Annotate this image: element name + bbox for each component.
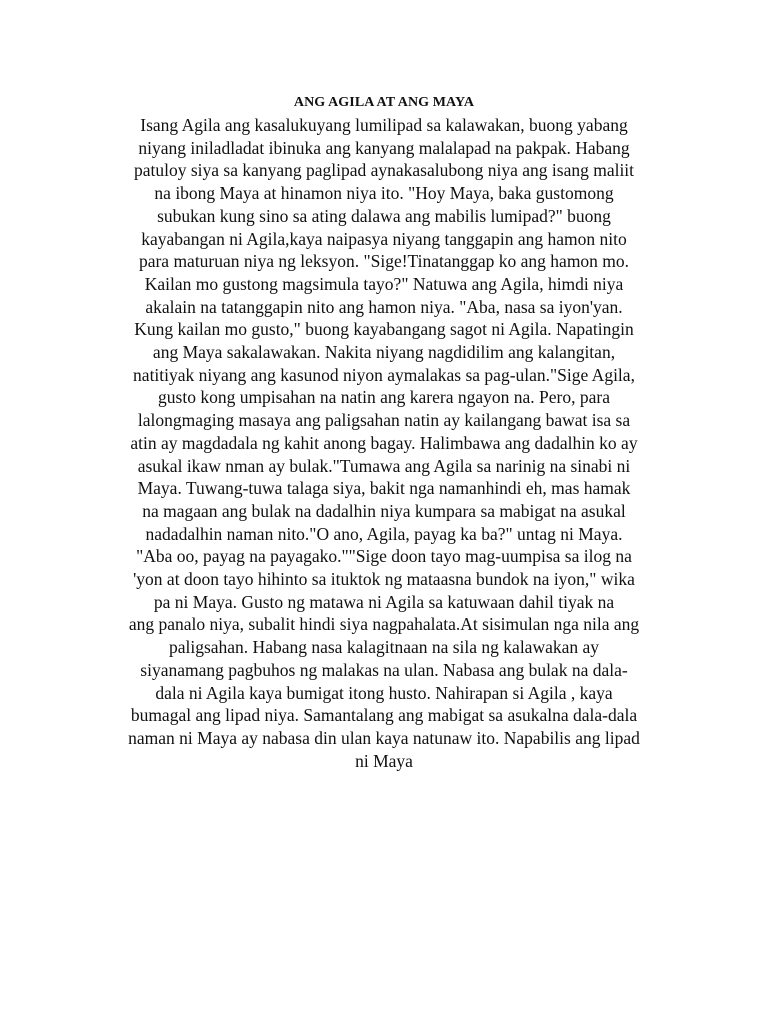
story-line: niyang iniladladat ibinuka ang kanyang malalapad na pakpak. Habang <box>138 137 630 158</box>
story-line: 'yon at doon tayo hihinto sa ituktok ng mataasna bundok na iyon," wika <box>133 569 635 590</box>
story-line: Kung kailan mo gusto," buong kayabangang sagot ni Agila. Napatingin <box>134 319 634 340</box>
story-text <box>88 114 680 772</box>
story-line: ni Maya <box>355 750 413 771</box>
story-line: dala ni Agila kaya bumigat itong husto. Nahirapan si Agila , kaya <box>155 682 613 703</box>
story-line: na ibong Maya at hinamon niya ito. "Hoy Maya, baka gustomong <box>154 183 614 204</box>
story-line: para maturuan niya ng leksyon. "Sige!Tinatanggap ko ang hamon mo. <box>138 251 630 272</box>
story-line: siyanamang pagbuhos ng malakas na ulan. Nabasa ang bulak na dala- <box>140 659 628 680</box>
story-line: atin ay magdadala ng kahit anong bagay. Halimbawa ang dadalhin ko ay <box>130 432 638 453</box>
story-line: Kailan mo gustong magsimula tayo?" Natuwa ang Agila, himdi niya <box>144 273 624 294</box>
story-line: Maya. Tuwang-tuwa talaga siya, bakit nga namanhindi eh, mas hamak <box>137 478 631 499</box>
story-line: subukan kung sino sa ating dalawa ang mabilis lumipad?" buong <box>157 205 611 226</box>
story-line: bumagal ang lipad niya. Samantalang ang mabigat sa asukalna dala-dala <box>130 705 638 726</box>
story-line: na magaan ang bulak na dadalhin niya kumpara sa mabigat na asukal <box>142 500 626 521</box>
story-line: nadadalhin naman nito."O ano, Agila, payag ka ba?" untag ni Maya. <box>145 523 623 544</box>
story-line: gusto kong umpisahan na natin ang karera ngayon na. Pero, para <box>158 387 610 408</box>
story-line: patuloy siya sa kanyang paglipad aynakasalubong niya ang isang maliit <box>133 160 635 181</box>
story-line: naman ni Maya ay nabasa din ulan kaya natunaw ito. Napabilis ang lipad <box>128 727 640 748</box>
story-line: ang panalo niya, subalit hindi siya nagpahalata.At sisimulan nga nila ang <box>128 614 640 635</box>
story-line: pa ni Maya. Gusto ng matawa ni Agila sa katuwaan dahil tiyak na <box>153 591 615 612</box>
story-line: ang Maya sakalawakan. Nakita niyang nagdidilim ang kalangitan, <box>152 342 616 363</box>
story-line: "Aba oo, payag na payagako.""Sige doon tayo mag-uumpisa sa ilog na <box>136 546 632 567</box>
document-title: ANG AGILA AT ANG MAYA <box>293 95 475 110</box>
story-line: lalongmaging masaya ang paligsahan natin ay kailangang bawat isa sa <box>137 410 631 431</box>
story-line: akalain na tatanggapin nito ang hamon niya. "Aba, nasa sa iyon'yan. <box>145 296 623 317</box>
story-line: kayabangan ni Agila,kaya naipasya niyang tanggapin ang hamon nito <box>141 228 627 249</box>
story-line: asukal ikaw nman ay bulak."Tumawa ang Agila sa narinig na sinabi ni <box>137 455 631 476</box>
document-body <box>88 94 680 772</box>
story-line: Isang Agila ang kasalukuyang lumilipad sa kalawakan, buong yabang <box>140 115 628 135</box>
story-line: natitiyak niyang ang kasunod niyon aymalakas sa pag-ulan."Sige Agila, <box>133 364 635 385</box>
story-line: paligsahan. Habang nasa kalagitnaan na sila ng kalawakan ay <box>168 637 600 658</box>
